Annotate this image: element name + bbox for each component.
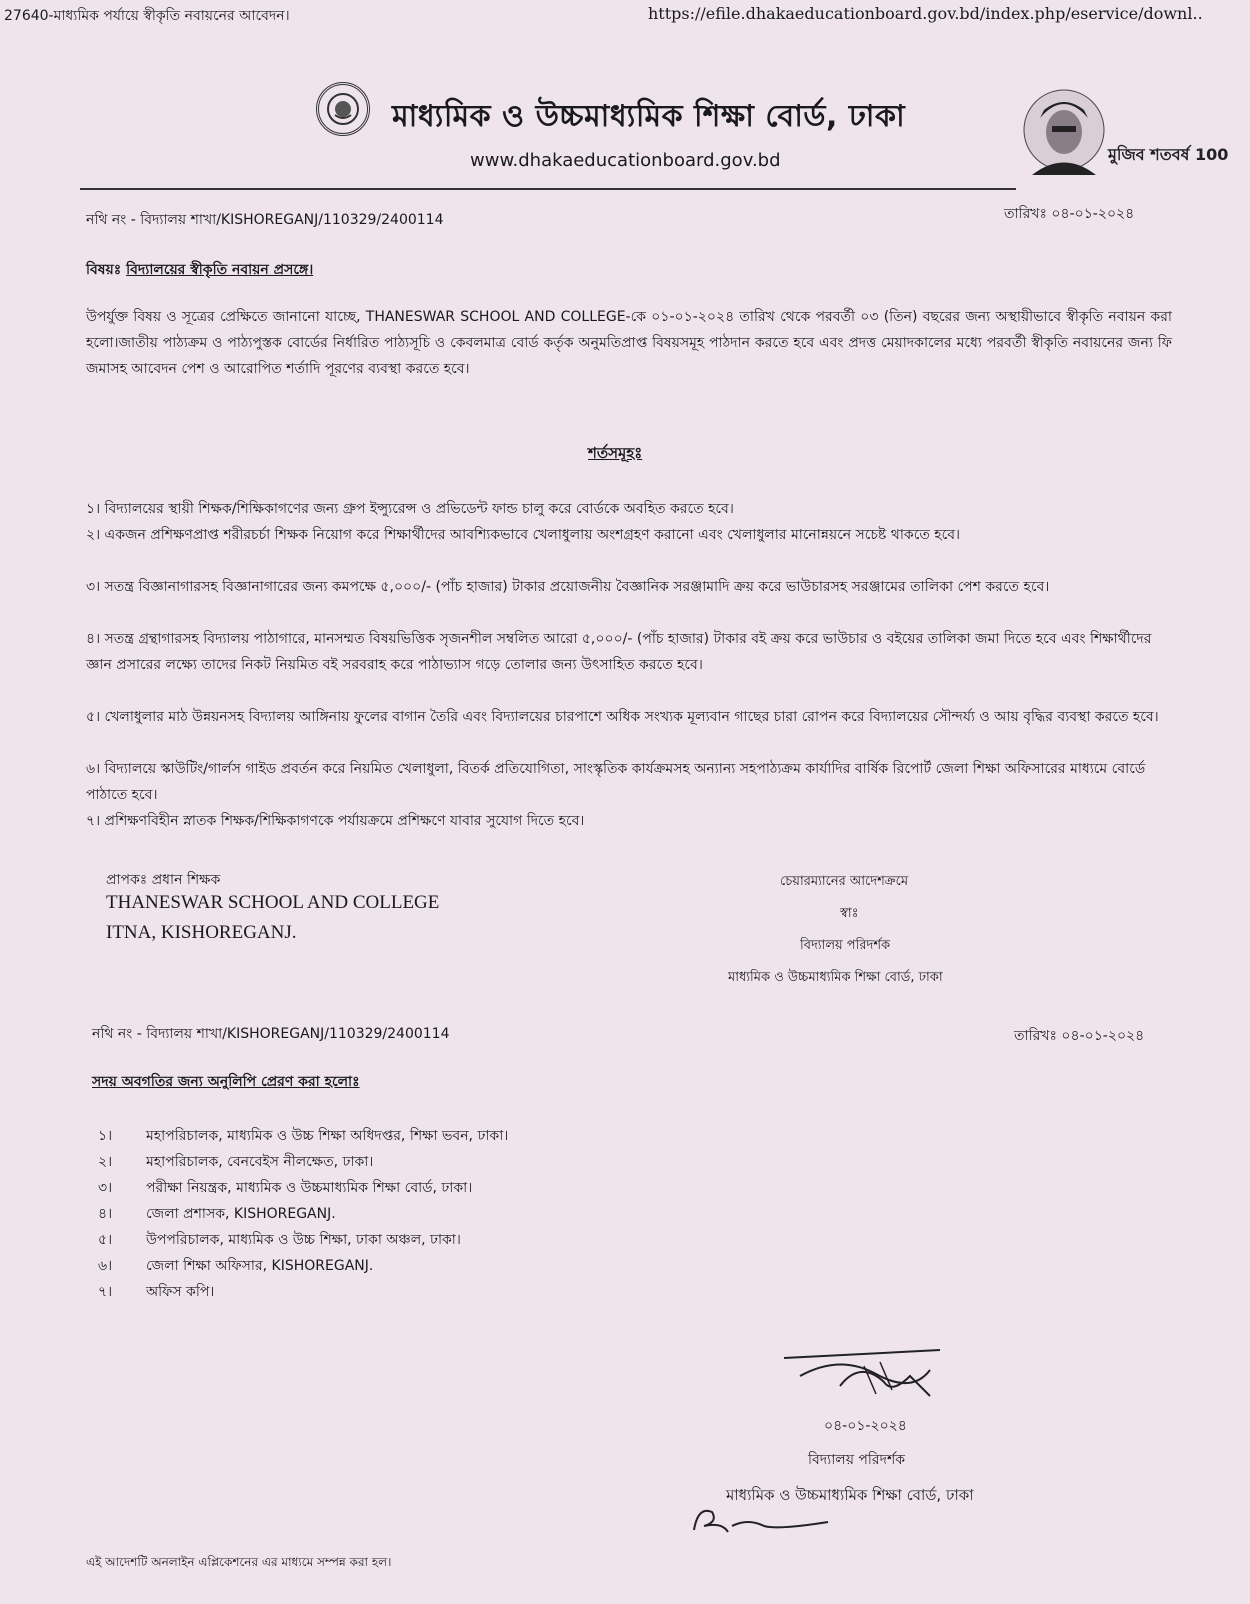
letterhead-divider bbox=[80, 188, 1016, 190]
handwritten-initial-image bbox=[688, 1502, 838, 1542]
condition-item: ৭। প্রশিক্ষণবিহীন স্নাতক শিক্ষক/শিক্ষিকাগণকে পর্যায়ক্রমে প্রশিক্ষণে যাবার সুযোগ দিতে হবে। bbox=[86, 813, 585, 829]
signatory-order: চেয়ারম্যানের আদেশক্রমে bbox=[780, 874, 909, 889]
recipient-school: THANESWAR SCHOOL AND COLLEGE bbox=[106, 892, 440, 913]
copy-item-text: জেলা প্রশাসক, KISHOREGANJ. bbox=[146, 1206, 336, 1222]
signatory-sign: স্বাঃ bbox=[840, 906, 859, 921]
print-header-url: https://efile.dhakaeducationboard.gov.bd/index.php/eservice/downl.. bbox=[648, 4, 1203, 23]
footer-note: এই আদেশটি অনলাইন এপ্লিকেশনের এর মাধ্যমে সম্পন্ন করা হল। bbox=[86, 1555, 392, 1569]
copy-item-number: ১। bbox=[98, 1128, 113, 1144]
subject-text: বিদ্যালয়ের স্বীকৃতি নবায়ন প্রসঙ্গে। bbox=[126, 262, 314, 278]
board-title: মাধ্যমিক ও উচ্চমাধ্যমিক শিক্ষা বোর্ড, ঢাকা bbox=[392, 99, 906, 134]
copy-item-text: জেলা শিক্ষা অফিসার, KISHOREGANJ. bbox=[146, 1258, 374, 1274]
recipient-label: প্রাপকঃ প্রধান শিক্ষক bbox=[106, 872, 221, 888]
signatory-title: বিদ্যালয় পরিদর্শক bbox=[800, 938, 891, 953]
subject-line bbox=[86, 258, 313, 282]
recipient-address: ITNA, KISHOREGANJ. bbox=[106, 922, 297, 943]
subject-label: বিষয়ঃ bbox=[86, 262, 122, 278]
copy-item-number: ৩। bbox=[98, 1180, 113, 1196]
signature-date: ০৪-০১-২০২৪ bbox=[824, 1418, 907, 1434]
condition-item: ৫। খেলাধুলার মাঠ উন্নয়নসহ বিদ্যালয় আঙ্গিনায় ফুলের বাগান তৈরি এবং বিদ্যালয়ের চারপাশে অধিক সংখ্যক মূল্যবান গাছের চারা রোপন করে বিদ্যালয়ের সৌন্দর্য্য ও আয় বৃদ্ধির ব্যবস্থা করতে হবে। bbox=[86, 709, 1159, 725]
conditions-heading: শর্তসমূহঃ bbox=[588, 444, 643, 462]
logo-text: মুজিব শতবর্ষ 100 bbox=[1108, 145, 1229, 164]
mujib-100-logo bbox=[1012, 80, 1229, 185]
copy-item-text: অফিস কপি। bbox=[146, 1284, 215, 1300]
letter-date-copy: তারিখঃ ০৪-০১-২০২৪ bbox=[1014, 1028, 1145, 1044]
copy-item-number: ২। bbox=[98, 1154, 113, 1170]
condition-item: ১। বিদ্যালয়ের স্থায়ী শিক্ষক/শিক্ষিকাগণের জন্য গ্রুপ ইন্স্যুরেন্স ও প্রভিডেন্ট ফান্ড চালু করে বোর্ডকে অবহিত করতে হবে। bbox=[86, 501, 734, 517]
letter-date: তারিখঃ ০৪-০১-২০২৪ bbox=[1004, 206, 1135, 222]
copy-item-text: মহাপরিচালক, মাধ্যমিক ও উচ্চ শিক্ষা অধিদপ্তর, শিক্ষা ভবন, ঢাকা। bbox=[146, 1128, 509, 1144]
board-seal-icon bbox=[316, 82, 370, 136]
signature-image bbox=[780, 1346, 950, 1406]
condition-item: ৪। সতন্ত্র গ্রন্থাগারসহ বিদ্যালয় পাঠাগারে, মানসম্মত বিষয়ভিত্তিক সৃজনশীল সম্বলিত আরো ৫,০০০/- (পাঁচ হাজার) টাকার বই ক্রয় করে ভাউচার ও বইয়ের তালিকা জমা দিতে হবে এবং শিক্ষার্থীদের জ্ঞান প্রসারের লক্ষ্যে তাদের নিকট নিয়মিত বই সরবরাহ করে পাঠাভ্যাস গড়ে তোলার জন্য উৎসাহিত করতে হবে। bbox=[86, 631, 1152, 673]
signature-org: মাধ্যমিক ও উচ্চমাধ্যমিক শিক্ষা বোর্ড, ঢাকা bbox=[726, 1486, 974, 1504]
copy-item-text: উপপরিচালক, মাধ্যমিক ও উচ্চ শিক্ষা, ঢাকা অঞ্চল, ঢাকা। bbox=[146, 1232, 461, 1248]
copy-item-number: ৫। bbox=[98, 1232, 113, 1248]
condition-item: ২। একজন প্রশিক্ষণপ্রাপ্ত শরীরচর্চা শিক্ষক নিয়োগ করে শিক্ষার্থীদের আবশ্যিকভাবে খেলাধুলায় অংশগ্রহণ করানো এবং খেলাধুলার মানোন্নয়নে সচেষ্ট থাকতে হবে। bbox=[86, 527, 961, 543]
signature-title: বিদ্যালয় পরিদর্শক bbox=[808, 1452, 906, 1468]
signatory-org: মাধ্যমিক ও উচ্চমাধ্যমিক শিক্ষা বোর্ড, ঢাকা bbox=[728, 970, 943, 985]
reference-number: নথি নং - বিদ্যালয় শাখা/KISHOREGANJ/110329/2400114 bbox=[86, 212, 444, 228]
copy-item-text: পরীক্ষা নিয়ন্ত্রক, মাধ্যমিক ও উচ্চমাধ্যমিক শিক্ষা বোর্ড, ঢাকা। bbox=[146, 1180, 473, 1196]
condition-item: ৬। বিদ্যালয়ে স্কাউটিং/গার্লস গাইড প্রবর্তন করে নিয়মিত খেলাধুলা, বিতর্ক প্রতিযোগিতা, সাংস্কৃতিক কার্যক্রমসহ অন্যান্য সহপাঠ্যক্রম কার্যাদির বার্ষিক রিপোর্ট জেলা শিক্ষা অফিসারের মাধ্যমে বোর্ডে পাঠাতে হবে। bbox=[86, 761, 1146, 803]
copy-item-number: ৪। bbox=[98, 1206, 113, 1222]
body-paragraph: উপর্যুক্ত বিষয় ও সূত্রের প্রেক্ষিতে জানানো যাচ্ছে, THANESWAR SCHOOL AND COLLEGE-কে ০১-০১-২০২৪ তারিখ থেকে পরবর্তী ০৩ (তিন) বছরের জন্য অস্থায়ীভাবে স্বীকৃতি নবায়ন করা হলো।জাতীয় পাঠ্যক্রম ও পাঠ্যপুস্তক বোর্ডের নির্ধারিত পাঠ্যসূচি ও কেবলমাত্র বোর্ড কর্তৃক অনুমতিপ্রাপ্ত বিষয়সমূহ পাঠদান করতে হবে এবং প্রদত্ত মেয়াদকালের মধ্যে পরবর্তী স্বীকৃতি নবায়নের জন্য ফি জমাসহ আবেদন পেশ ও আরোপিত শর্তাদি পূরণের ব্যবস্থা করতে হবে। bbox=[86, 309, 1172, 377]
copy-distribution-heading: সদয় অবগতির জন্য অনুলিপি প্রেরণ করা হলোঃ bbox=[92, 1074, 360, 1090]
copy-item-text: মহাপরিচালক, বেনবেইস নীলক্ষেত, ঢাকা। bbox=[146, 1154, 374, 1170]
reference-number-copy: নথি নং - বিদ্যালয় শাখা/KISHOREGANJ/110329/2400114 bbox=[92, 1026, 450, 1042]
board-website: www.dhakaeducationboard.gov.bd bbox=[470, 150, 781, 171]
copy-item-number: ৬। bbox=[98, 1258, 113, 1274]
print-header-title: 27640-মাধ্যমিক পর্যায়ে স্বীকৃতি নবায়নের আবেদন। bbox=[4, 8, 290, 24]
condition-item: ৩। সতন্ত্র বিজ্ঞানাগারসহ বিজ্ঞানাগারের জন্য কমপক্ষে ৫,০০০/- (পাঁচ হাজার) টাকার প্রয়োজনীয় বৈজ্ঞানিক সরঞ্জামাদি ক্রয় করে ভাউচারসহ সরঞ্জামের তালিকা পেশ করতে হবে। bbox=[86, 579, 1050, 595]
copy-item-number: ৭। bbox=[98, 1284, 113, 1300]
